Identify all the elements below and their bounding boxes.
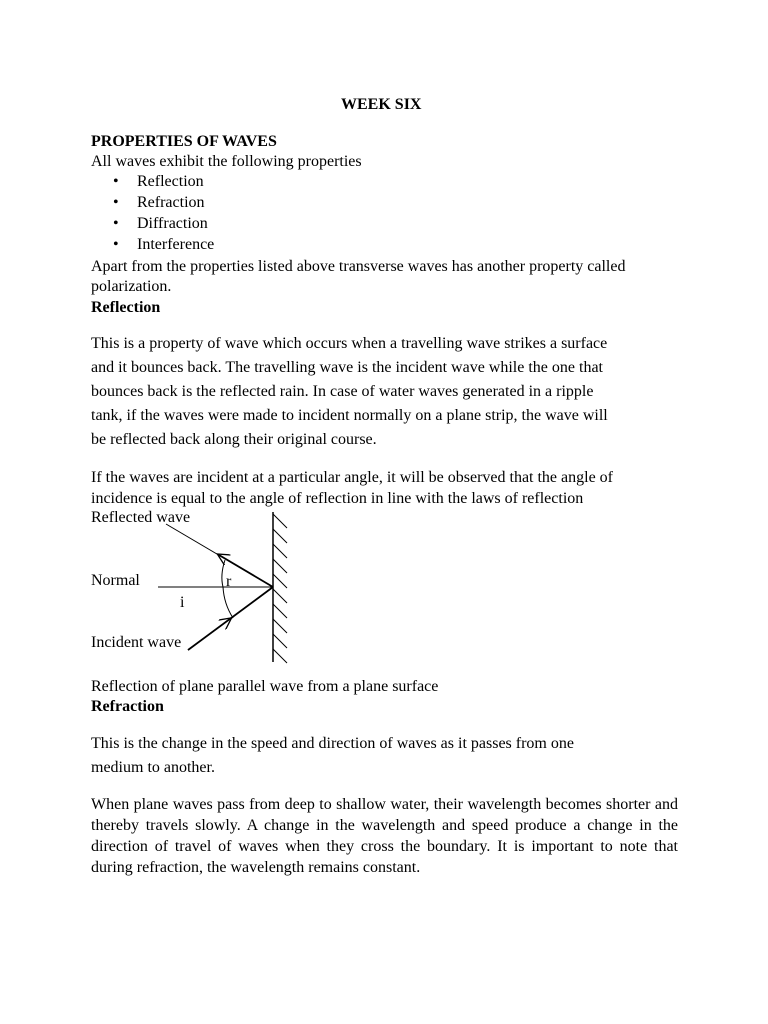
text-line: incidence is equal to the angle of reflection in line with the laws of reflection — [91, 490, 584, 507]
list-item-label: Reflection — [137, 173, 204, 190]
reflected-wave-label: Reflected wave — [91, 509, 191, 526]
section-heading: PROPERTIES OF WAVES — [91, 133, 277, 150]
incident-arrow — [188, 619, 230, 650]
text-line: This is the change in the speed and direction of waves as it passes from one — [91, 735, 574, 752]
text-line: and it bounces back. The travelling wave is the incident wave while the one that — [91, 359, 603, 376]
list-item: • Refraction — [113, 194, 205, 211]
angle-i-arc — [223, 587, 233, 618]
angle-r-arc — [222, 560, 225, 587]
refraction-paragraph-1 — [91, 732, 682, 780]
list-item-label: Interference — [137, 236, 215, 253]
angle-i-label: i — [180, 594, 185, 611]
list-item: • Reflection — [113, 173, 204, 190]
refraction-paragraph-2: When plane waves pass from deep to shallow water, their wavelength becomes shorter and thereby travels slowly. A change in the wavelength and speed produce a change in the direction of travel of waves when they cross the boundary. It is important to note that during refraction, the wavelength remains constant. — [91, 796, 678, 876]
reflection-heading: Reflection — [91, 299, 161, 316]
text-line: This is a property of wave which occurs when a travelling wave strikes a surface — [91, 335, 608, 352]
list-item-label: Refraction — [137, 194, 205, 211]
text-line: bounces back is the reflected rain. In case of water waves generated in a ripple — [91, 383, 594, 400]
text-line: If the waves are incident at a particular angle, it will be observed that the angle of — [91, 469, 614, 486]
refraction-heading: Refraction — [91, 698, 164, 715]
text-line: tank, if the waves were made to incident normally on a plane strip, the wave will — [91, 407, 608, 424]
list-item: • Diffraction — [113, 215, 208, 232]
mirror-hatching — [273, 514, 287, 663]
text-line: be reflected back along their original course. — [91, 431, 377, 448]
normal-label: Normal — [91, 572, 140, 589]
page-title-text: WEEK SIX — [341, 96, 422, 113]
polarization-text-line1: Apart from the properties listed above transverse waves has another property called — [91, 258, 626, 275]
diagram-caption: Reflection of plane parallel wave from a plane surface — [91, 678, 439, 695]
text-line: medium to another. — [91, 759, 215, 776]
list-item: • Interference — [113, 236, 215, 253]
polarization-text-line2: polarization. — [91, 278, 172, 295]
incident-wave-label: Incident wave — [91, 634, 182, 651]
angle-r-label: r — [226, 573, 232, 590]
intro-text: All waves exhibit the following properties — [91, 153, 362, 170]
list-item-label: Diffraction — [137, 215, 208, 232]
